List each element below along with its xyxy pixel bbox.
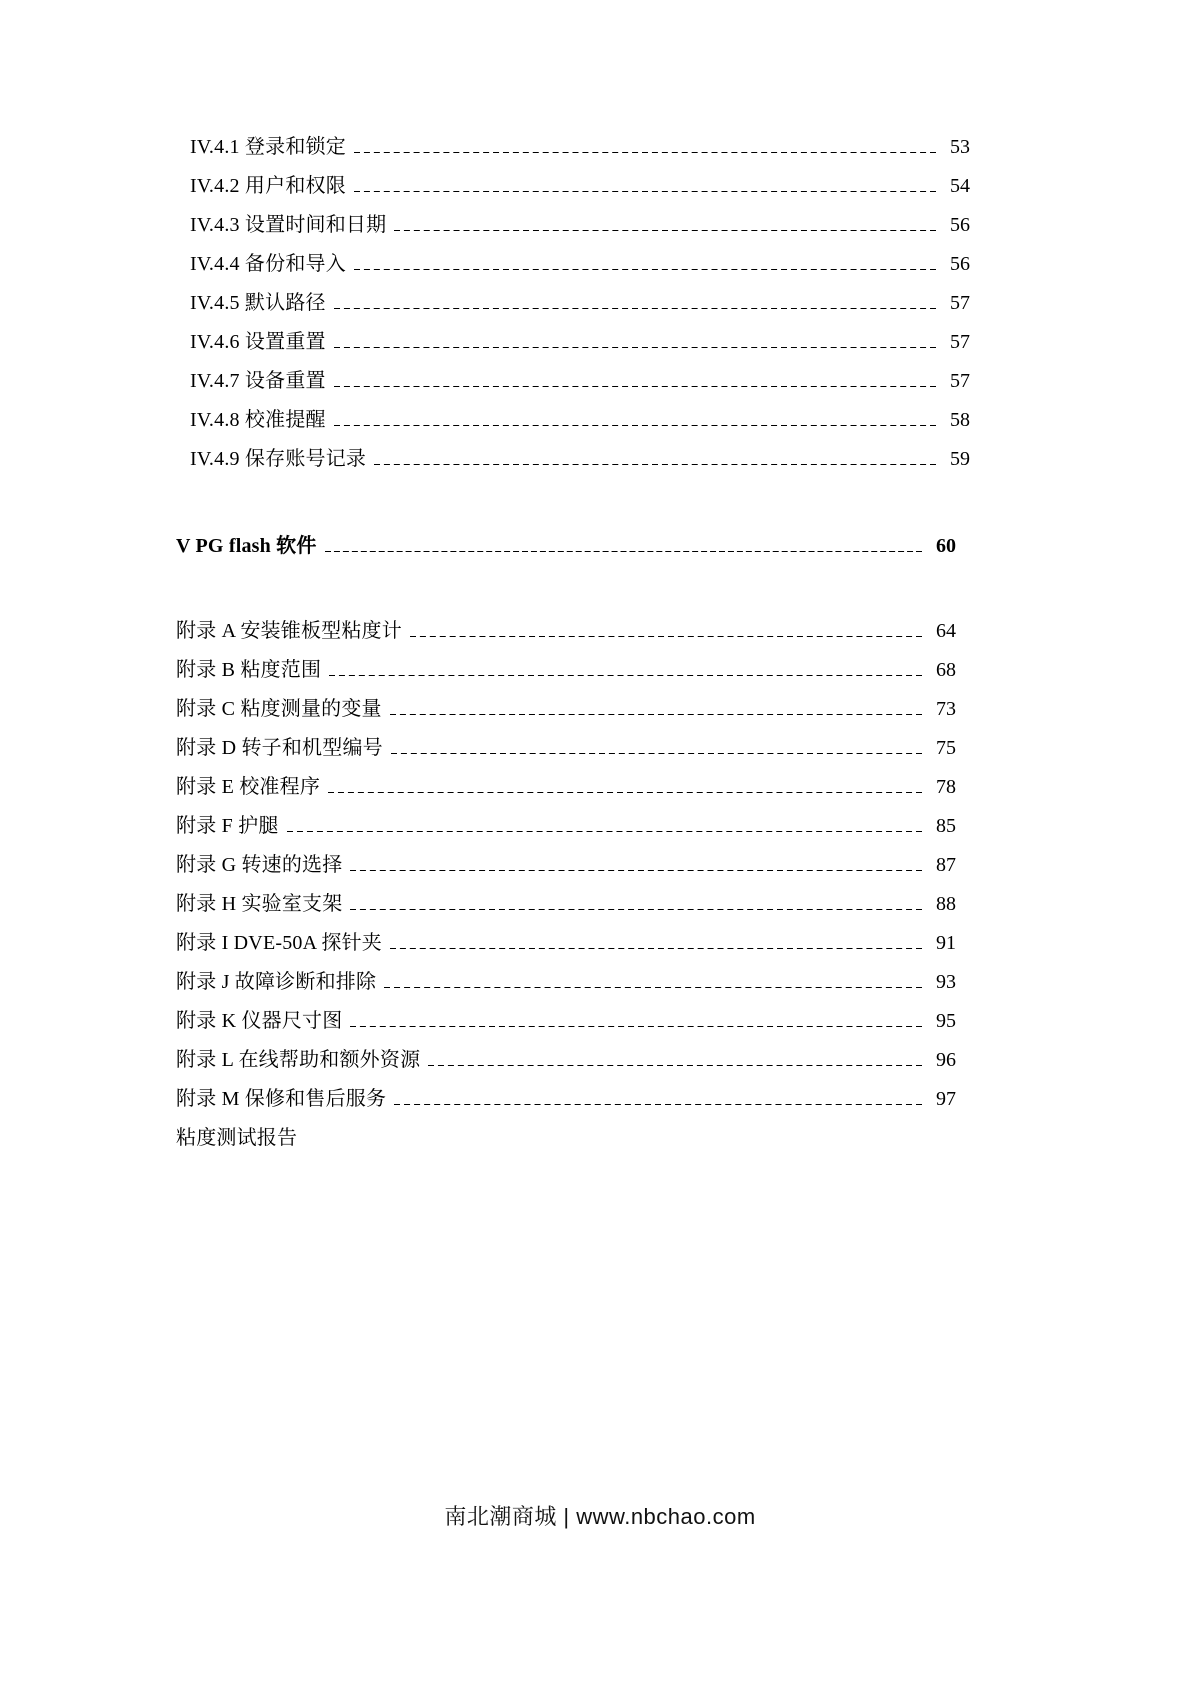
toc-label: IV.4.9 保存账号记录	[190, 448, 367, 470]
toc-section-sub-entries	[176, 128, 970, 479]
toc-leader	[325, 551, 922, 552]
toc-label: 附录 H 实验室支架	[176, 893, 343, 915]
section-spacer	[176, 566, 956, 612]
toc-row[interactable]	[176, 440, 970, 479]
toc-page-number: 91	[936, 932, 956, 954]
toc-label: 附录 E 校准程序	[176, 776, 321, 798]
toc-label: IV.4.1 登录和锁定	[190, 136, 346, 158]
toc-label: IV.4.2 用户和权限	[190, 175, 346, 197]
toc-label: 附录 I DVE-50A 探针夹	[176, 932, 382, 954]
toc-leader	[384, 987, 922, 988]
page-footer: 南北潮商城 | www.nbchao.com	[444, 1504, 756, 1529]
toc-row[interactable]	[176, 1041, 956, 1080]
toc-leader	[374, 464, 936, 465]
toc-page-number: 56	[950, 214, 970, 236]
toc-label: 附录 K 仪器尺寸图	[176, 1010, 343, 1032]
toc-page-number: 75	[936, 737, 956, 759]
toc-page-number: 73	[936, 698, 956, 720]
toc-page-number: 57	[950, 292, 970, 314]
toc-page-number: 96	[936, 1049, 956, 1071]
toc-label: IV.4.5 默认路径	[190, 292, 326, 314]
toc-page-number: 57	[950, 331, 970, 353]
toc-label: 附录 C 粘度测量的变量	[176, 698, 382, 720]
toc-label: IV.4.4 备份和导入	[190, 253, 346, 275]
toc-label: 附录 A 安装锥板型粘度计	[176, 620, 402, 642]
toc-row[interactable]	[176, 245, 970, 284]
table-of-contents	[176, 128, 970, 1158]
toc-leader	[390, 948, 922, 949]
toc-section-chapter-v	[176, 527, 956, 566]
toc-row[interactable]	[176, 527, 956, 566]
toc-row[interactable]	[176, 1002, 956, 1041]
toc-page-number: 87	[936, 854, 956, 876]
toc-page-number: 57	[950, 370, 970, 392]
toc-leader	[334, 386, 936, 387]
toc-page-number: 78	[936, 776, 956, 798]
toc-page-number: 95	[936, 1010, 956, 1032]
toc-leader	[334, 347, 936, 348]
toc-leader	[391, 753, 922, 754]
toc-page-number: 59	[950, 448, 970, 470]
toc-row[interactable]	[176, 1080, 956, 1119]
toc-page-number: 88	[936, 893, 956, 915]
toc-page-number: 97	[936, 1088, 956, 1110]
toc-label: V PG flash 软件	[176, 535, 317, 557]
toc-page-number: 56	[950, 253, 970, 275]
toc-leader	[354, 152, 936, 153]
toc-section-appendices	[176, 612, 956, 1158]
toc-leader	[354, 269, 936, 270]
toc-row[interactable]	[176, 206, 970, 245]
toc-row[interactable]	[176, 323, 970, 362]
toc-label: IV.4.6 设置重置	[190, 331, 326, 353]
toc-page-number: 54	[950, 175, 970, 197]
toc-leader	[329, 675, 922, 676]
toc-leader	[328, 792, 922, 793]
toc-leader	[394, 230, 936, 231]
toc-row[interactable]	[176, 729, 956, 768]
toc-row[interactable]	[176, 362, 970, 401]
toc-leader	[350, 1026, 922, 1027]
toc-row[interactable]	[176, 128, 970, 167]
toc-row[interactable]	[176, 885, 956, 924]
toc-page-number: 85	[936, 815, 956, 837]
toc-page-number: 64	[936, 620, 956, 642]
toc-label: 附录 G 转速的选择	[176, 854, 343, 876]
toc-leader	[354, 191, 936, 192]
toc-row[interactable]	[176, 963, 956, 1002]
toc-row[interactable]	[176, 401, 970, 440]
toc-row[interactable]	[176, 1119, 956, 1158]
toc-leader	[287, 831, 922, 832]
toc-label: IV.4.7 设备重置	[190, 370, 326, 392]
toc-row[interactable]	[176, 924, 956, 963]
toc-leader	[334, 425, 936, 426]
toc-page-number: 58	[950, 409, 970, 431]
toc-page-number: 93	[936, 971, 956, 993]
toc-row[interactable]	[176, 768, 956, 807]
toc-label: 附录 F 护腿	[176, 815, 279, 837]
toc-leader	[350, 870, 922, 871]
toc-leader	[350, 909, 922, 910]
toc-row[interactable]	[176, 284, 970, 323]
section-spacer	[176, 479, 956, 527]
toc-label: 附录 B 粘度范围	[176, 659, 322, 681]
toc-leader	[334, 308, 936, 309]
toc-label: 附录 J 故障诊断和排除	[176, 971, 377, 993]
toc-leader	[410, 636, 922, 637]
toc-leader	[428, 1065, 922, 1066]
toc-row[interactable]	[176, 167, 970, 206]
toc-label: 附录 L 在线帮助和额外资源	[176, 1049, 421, 1071]
toc-row[interactable]	[176, 846, 956, 885]
toc-leader	[390, 714, 922, 715]
toc-label: IV.4.8 校准提醒	[190, 409, 326, 431]
toc-label: 粘度测试报告	[176, 1127, 298, 1149]
toc-leader	[394, 1104, 922, 1105]
toc-page-number: 53	[950, 136, 970, 158]
toc-label: 附录 D 转子和机型编号	[176, 737, 383, 759]
toc-label: 附录 M 保修和售后服务	[176, 1088, 387, 1110]
toc-row[interactable]	[176, 612, 956, 651]
toc-label: IV.4.3 设置时间和日期	[190, 214, 387, 236]
toc-row[interactable]	[176, 651, 956, 690]
toc-row[interactable]	[176, 807, 956, 846]
toc-row[interactable]	[176, 690, 956, 729]
toc-page-number: 60	[936, 535, 956, 557]
toc-page-number: 68	[936, 659, 956, 681]
